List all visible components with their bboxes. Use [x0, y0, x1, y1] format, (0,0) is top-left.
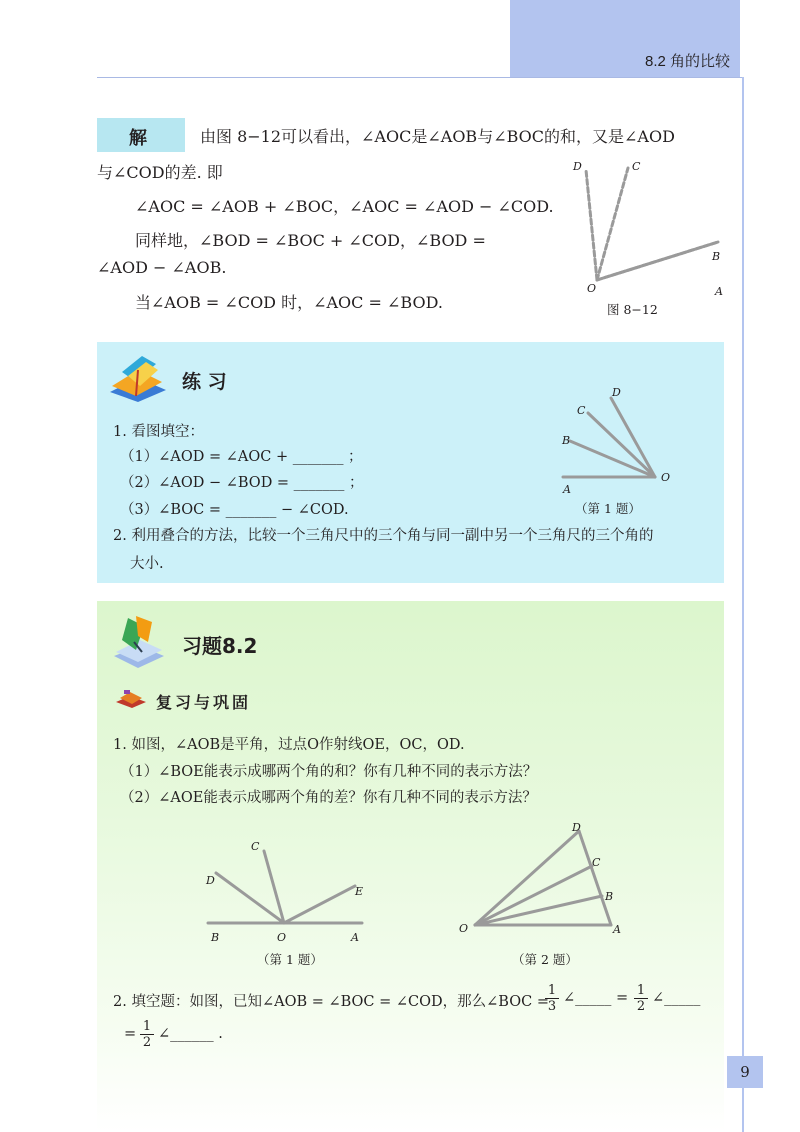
- fraction-numerator: 1: [634, 983, 648, 999]
- exercise-q1: 1. 看图填空：: [113, 424, 204, 440]
- homework-figure-1-caption: （第 1 题）: [257, 952, 323, 967]
- side-rule: [742, 77, 744, 1132]
- exercise-title: 练 习: [182, 371, 227, 393]
- label-o: O: [587, 282, 597, 295]
- ray-ob: [597, 242, 721, 280]
- homework-icon: [108, 612, 170, 670]
- header-rule: [97, 77, 743, 78]
- label-a: A: [715, 285, 723, 298]
- review-icon: [114, 688, 148, 710]
- page-number: 9: [740, 1063, 750, 1081]
- exercise-figure-caption: （第 1 题）: [575, 501, 641, 516]
- solution-line-3: ∠AOC = ∠AOB + ∠BOC，∠AOC = ∠AOD − ∠COD.: [135, 197, 554, 216]
- solution-line-5: ∠AOD − ∠AOB.: [97, 258, 227, 277]
- label-b: B: [605, 890, 614, 903]
- label-d: D: [206, 874, 215, 887]
- ray-od: [216, 873, 284, 923]
- fraction-numerator: 1: [140, 1019, 154, 1035]
- homework-q2-line-2-blank: ∠______ .: [158, 1026, 223, 1042]
- exercise-q1-3: （3）∠BOC = _______ − ∠COD.: [120, 502, 349, 518]
- section-title: 8.2 角的比较: [645, 53, 731, 70]
- homework-q1-1: （1）∠BOE能表示成哪两个角的和？你有几种不同的表示方法？: [120, 764, 538, 780]
- homework-q1: 1. 如图，∠AOB是平角，过点O作射线OE，OC，OD.: [113, 737, 465, 753]
- ray-oc: [588, 413, 655, 477]
- homework-q2-line-2-prefix: =: [124, 1026, 137, 1042]
- solution-line-6: 当∠AOB = ∠COD 时，∠AOC = ∠BOD.: [135, 293, 443, 312]
- homework-figure-1: [200, 835, 370, 945]
- homework-figure-2-caption: （第 2 题）: [512, 952, 578, 967]
- ray-oc: [597, 168, 628, 280]
- ray-od: [586, 170, 597, 280]
- page-number-badge: [727, 1056, 763, 1088]
- solution-line-1: 由图 8−12可以看出，∠AOC是∠AOB与∠BOC的和，又是∠AOD: [200, 127, 675, 146]
- exercise-q2-line-2: 大小.: [130, 556, 164, 572]
- ray-od: [475, 831, 579, 925]
- figure-8-12: [560, 150, 740, 300]
- label-a: A: [613, 923, 621, 936]
- label-d: D: [573, 160, 582, 173]
- solution-line-2: 与∠COD的差. 即: [97, 163, 223, 182]
- exercise-q1-1: （1）∠AOD = ∠AOC + _______ ；: [120, 449, 363, 465]
- exercise-q2-line-1: 2. 利用叠合的方法，比较一个三角尺中的三个角与同一副中另一个三角尺的三个角的: [113, 528, 654, 544]
- ray-ob: [570, 441, 655, 477]
- label-b: B: [562, 434, 571, 447]
- fraction-one-third: [545, 983, 559, 1014]
- book-icon: [108, 352, 170, 402]
- figure-8-12-caption: 图 8−12: [607, 302, 658, 317]
- label-c: C: [632, 160, 641, 173]
- homework-q2-prefix: 2. 填空题：如图，已知∠AOB = ∠BOC = ∠COD，那么∠BOC =: [113, 994, 549, 1010]
- label-c: C: [577, 404, 586, 417]
- homework-figure-2: [455, 815, 635, 935]
- label-o: O: [661, 471, 671, 484]
- ray-od: [611, 398, 655, 477]
- homework-q2-blank-2: ∠_____: [652, 990, 701, 1006]
- label-d: D: [612, 386, 621, 399]
- fraction-denominator: 2: [636, 999, 646, 1014]
- side-ad: [579, 831, 614, 925]
- label-a: A: [563, 483, 571, 496]
- solution-badge-label: 解: [129, 128, 147, 149]
- exercise-figure: [555, 382, 685, 512]
- ray-ob: [475, 896, 602, 925]
- homework-title: 习题8.2: [182, 634, 258, 658]
- label-o: O: [459, 922, 469, 935]
- solution-badge: [97, 118, 185, 152]
- label-d: D: [572, 821, 581, 834]
- ray-oe: [284, 886, 355, 923]
- fraction-one-half: [634, 983, 648, 1014]
- label-e: E: [355, 885, 364, 898]
- fraction-numerator: 1: [545, 983, 559, 999]
- fraction-one-half: [140, 1019, 154, 1050]
- solution-line-4: 同样地，∠BOD = ∠BOC + ∠COD，∠BOD =: [135, 231, 486, 250]
- ray-oc: [475, 866, 592, 925]
- label-b: B: [712, 250, 721, 263]
- homework-q2-blank-1: ∠_____ =: [563, 990, 629, 1006]
- homework-q1-2: （2）∠AOE能表示成哪两个角的差？你有几种不同的表示方法？: [120, 790, 537, 806]
- label-o: O: [277, 931, 287, 944]
- label-c: C: [592, 856, 601, 869]
- fraction-denominator: 2: [142, 1035, 152, 1050]
- label-a: A: [351, 931, 359, 944]
- label-c: C: [251, 840, 260, 853]
- review-subtitle: 复习与巩固: [156, 693, 252, 712]
- fraction-denominator: 3: [547, 999, 557, 1014]
- exercise-q1-2: （2）∠AOD − ∠BOD = _______ ；: [120, 475, 364, 491]
- label-b: B: [211, 931, 220, 944]
